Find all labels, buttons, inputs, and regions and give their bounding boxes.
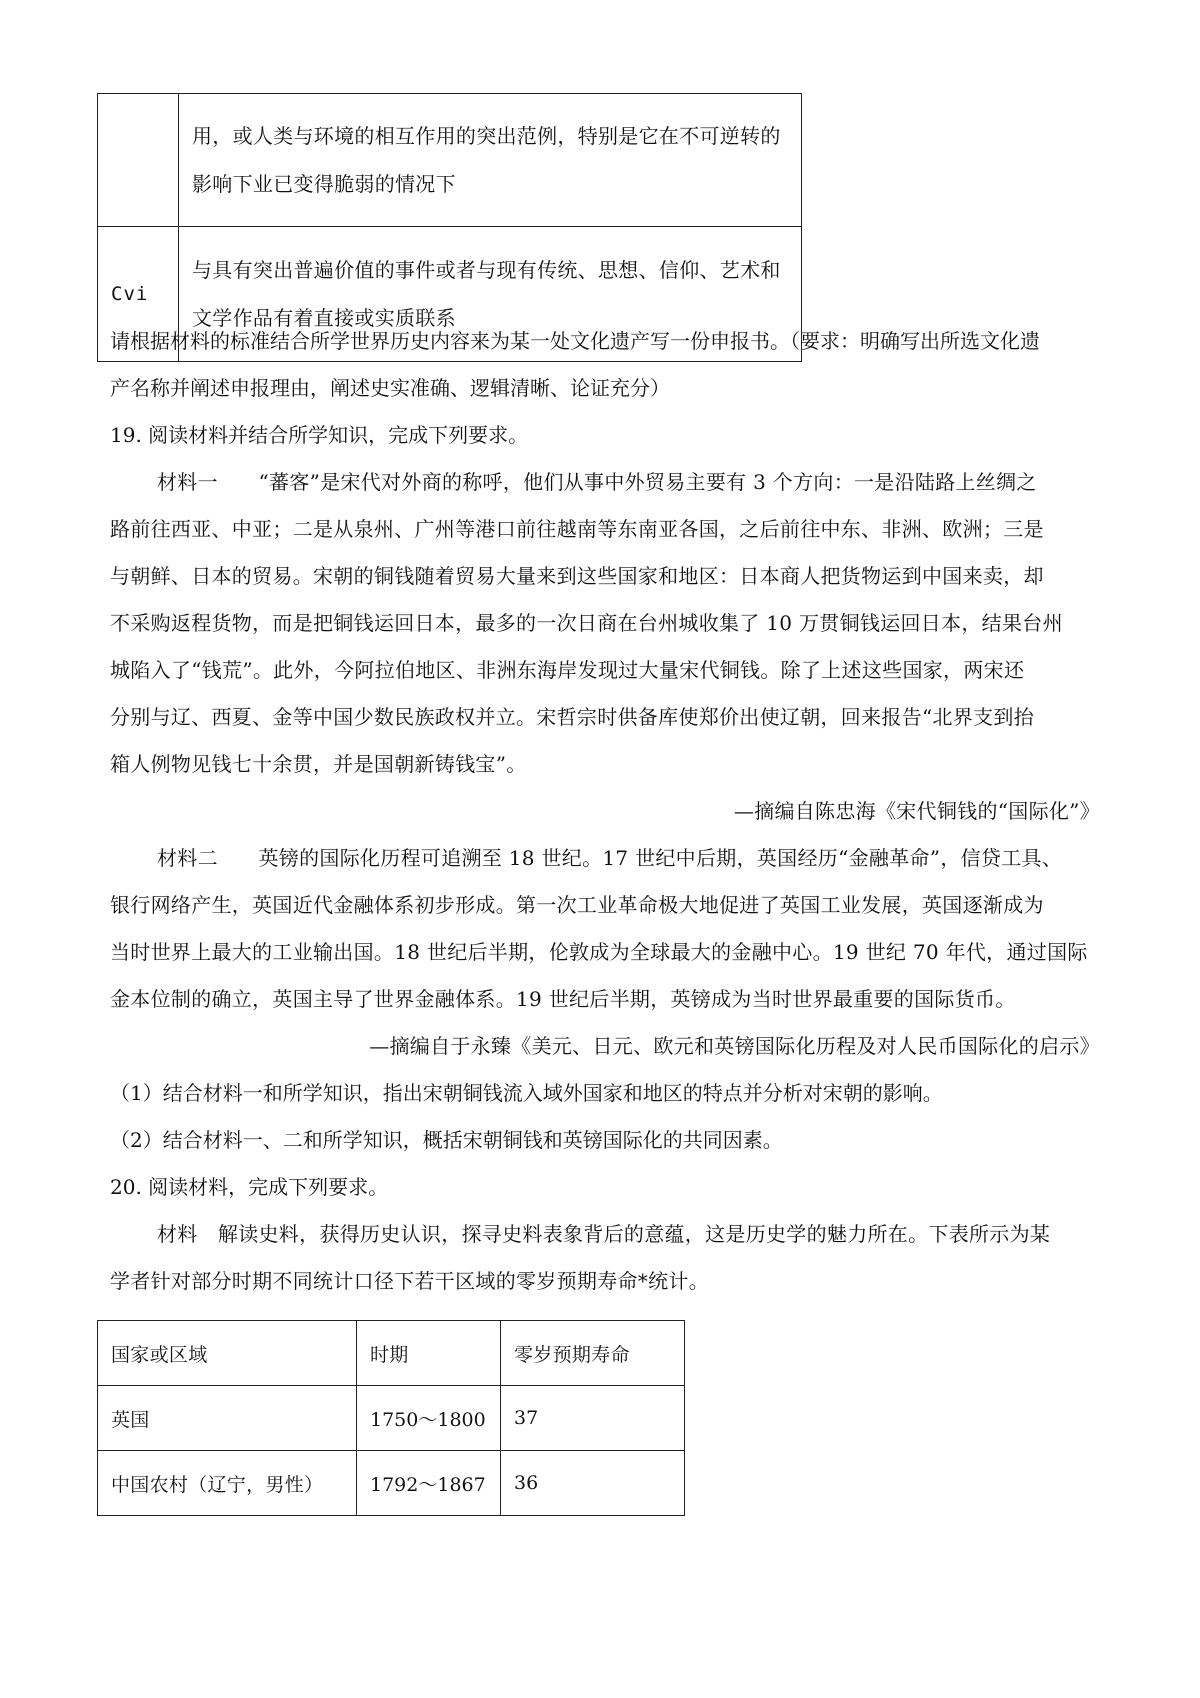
table-cell: 1750～1800	[357, 1386, 501, 1451]
criteria-code	[98, 94, 179, 227]
text-line: 材料一 “蕃客”是宋代对外商的称呼，他们从事中外贸易主要有 3 个方向：一是沿陆路上丝绸之	[157, 470, 1037, 494]
text-line: 与朝鲜、日本的贸易。宋朝的铜钱随着贸易大量来到这些国家和地区：日本商人把货物运到中国来卖，却	[110, 564, 1044, 588]
q19-material1-source: —摘编自陈忠海《宋代铜钱的“国际化”》	[733, 799, 1100, 823]
text-line: 材料 解读史料，获得历史认识，探寻史料表象背后的意蕴，这是历史学的魅力所在。下表所示为某	[157, 1222, 1051, 1246]
q19-subquestion-2: （2）结合材料一、二和所学知识，概括宋朝铜钱和英镑国际化的共同因素。	[110, 1128, 783, 1152]
text-line: 分别与辽、西夏、金等中国少数民族政权并立。宋哲宗时供备库使郑价出使辽朝，回来报告“北界支到抬	[110, 705, 1035, 729]
text-line: 产名称并阐述申报理由，阐述史实准确、逻辑清晰、论证充分）	[110, 376, 670, 400]
criteria-row	[98, 94, 802, 227]
q19-material2-source: —摘编自于永臻《美元、日元、欧元和英镑国际化历程及对人民币国际化的启示》	[369, 1034, 1100, 1058]
text-line: 金本位制的确立，英国主导了世界金融体系。19 世纪后半期，英镑成为当时世界最重要的国际货币。	[110, 987, 1016, 1011]
text-line: 学者针对部分时期不同统计口径下若干区域的零岁预期寿命*统计。	[110, 1269, 709, 1293]
text-line: 不采购返程货物，而是把铜钱运回日本，最多的一次日商在台州城收集了 10 万贯铜钱运回日本，结果台州	[110, 611, 1063, 635]
criteria-text-line: 用，或人类与环境的相互作用的突出范例，特别是它在不可逆转的	[192, 124, 781, 148]
criteria-text	[179, 94, 802, 227]
table-cell: 37	[501, 1386, 685, 1451]
text-line: 材料二 英镑的国际化历程可追溯至 18 世纪。17 世纪中后期，英国经历“金融革命”，信贷工具、	[157, 846, 1063, 870]
text-line: 银行网络产生，英国近代金融体系初步形成。第一次工业革命极大地促进了英国工业发展，英国逐渐成为	[110, 893, 1044, 917]
q19-heading: 19. 阅读材料并结合所学知识，完成下列要求。	[110, 423, 529, 447]
text-line: 城陷入了“钱荒”。此外，今阿拉伯地区、非洲东海岸发现过大量宋代铜钱。除了上述这些国家，两宋还	[110, 658, 1025, 682]
table-header-cell: 零岁预期寿命	[501, 1321, 685, 1386]
q20-heading: 20. 阅读材料，完成下列要求。	[110, 1175, 389, 1199]
table-row	[98, 1451, 685, 1516]
q19-material1-body	[110, 506, 1100, 788]
text-line: 当时世界上最大的工业输出国。18 世纪后半期，伦敦成为全球最大的金融中心。19 世纪 70 年代，通过国际	[110, 940, 1088, 964]
q18-task	[110, 318, 1100, 412]
life-expectancy-table	[97, 1320, 685, 1516]
q20-material-cont	[110, 1258, 1100, 1305]
table-cell: 36	[501, 1451, 685, 1516]
table-header-row	[98, 1321, 685, 1386]
text-line: 箱人例物见钱七十余贯，并是国朝新铸钱宝”。	[110, 752, 527, 776]
text-line: 请根据材料的标准结合所学世界历史内容来为某一处文化遗产写一份申报书。（要求：明确写出所选文化遗	[110, 329, 1040, 353]
criteria-text-line: 与具有突出普遍价值的事件或者与现有传统、思想、信仰、艺术和	[192, 258, 781, 282]
q19-material1	[157, 459, 1100, 506]
criteria-code: Cvi	[98, 227, 179, 362]
table-cell: 英国	[98, 1386, 357, 1451]
criteria-text-line: 影响下业已变得脆弱的情况下	[192, 172, 456, 196]
table-cell: 1792～1867	[357, 1451, 501, 1516]
text-line: 路前往西亚、中亚；二是从泉州、广州等港口前往越南等东南亚各国，之后前往中东、非洲、欧洲；三是	[110, 517, 1044, 541]
table-cell: 中国农村（辽宁，男性）	[98, 1451, 357, 1516]
table-header-cell: 时期	[357, 1321, 501, 1386]
table-header-cell: 国家或区域	[98, 1321, 357, 1386]
q20-material	[157, 1211, 1100, 1258]
table-row	[98, 1386, 685, 1451]
q19-material2-body	[110, 882, 1100, 1023]
q19-subquestion-1: （1）结合材料一和所学知识，指出宋朝铜钱流入域外国家和地区的特点并分析对宋朝的影响。	[110, 1081, 943, 1105]
criteria-text-line: 文学作品有着直接或实质联系	[192, 306, 456, 330]
q19-material2	[157, 835, 1100, 882]
